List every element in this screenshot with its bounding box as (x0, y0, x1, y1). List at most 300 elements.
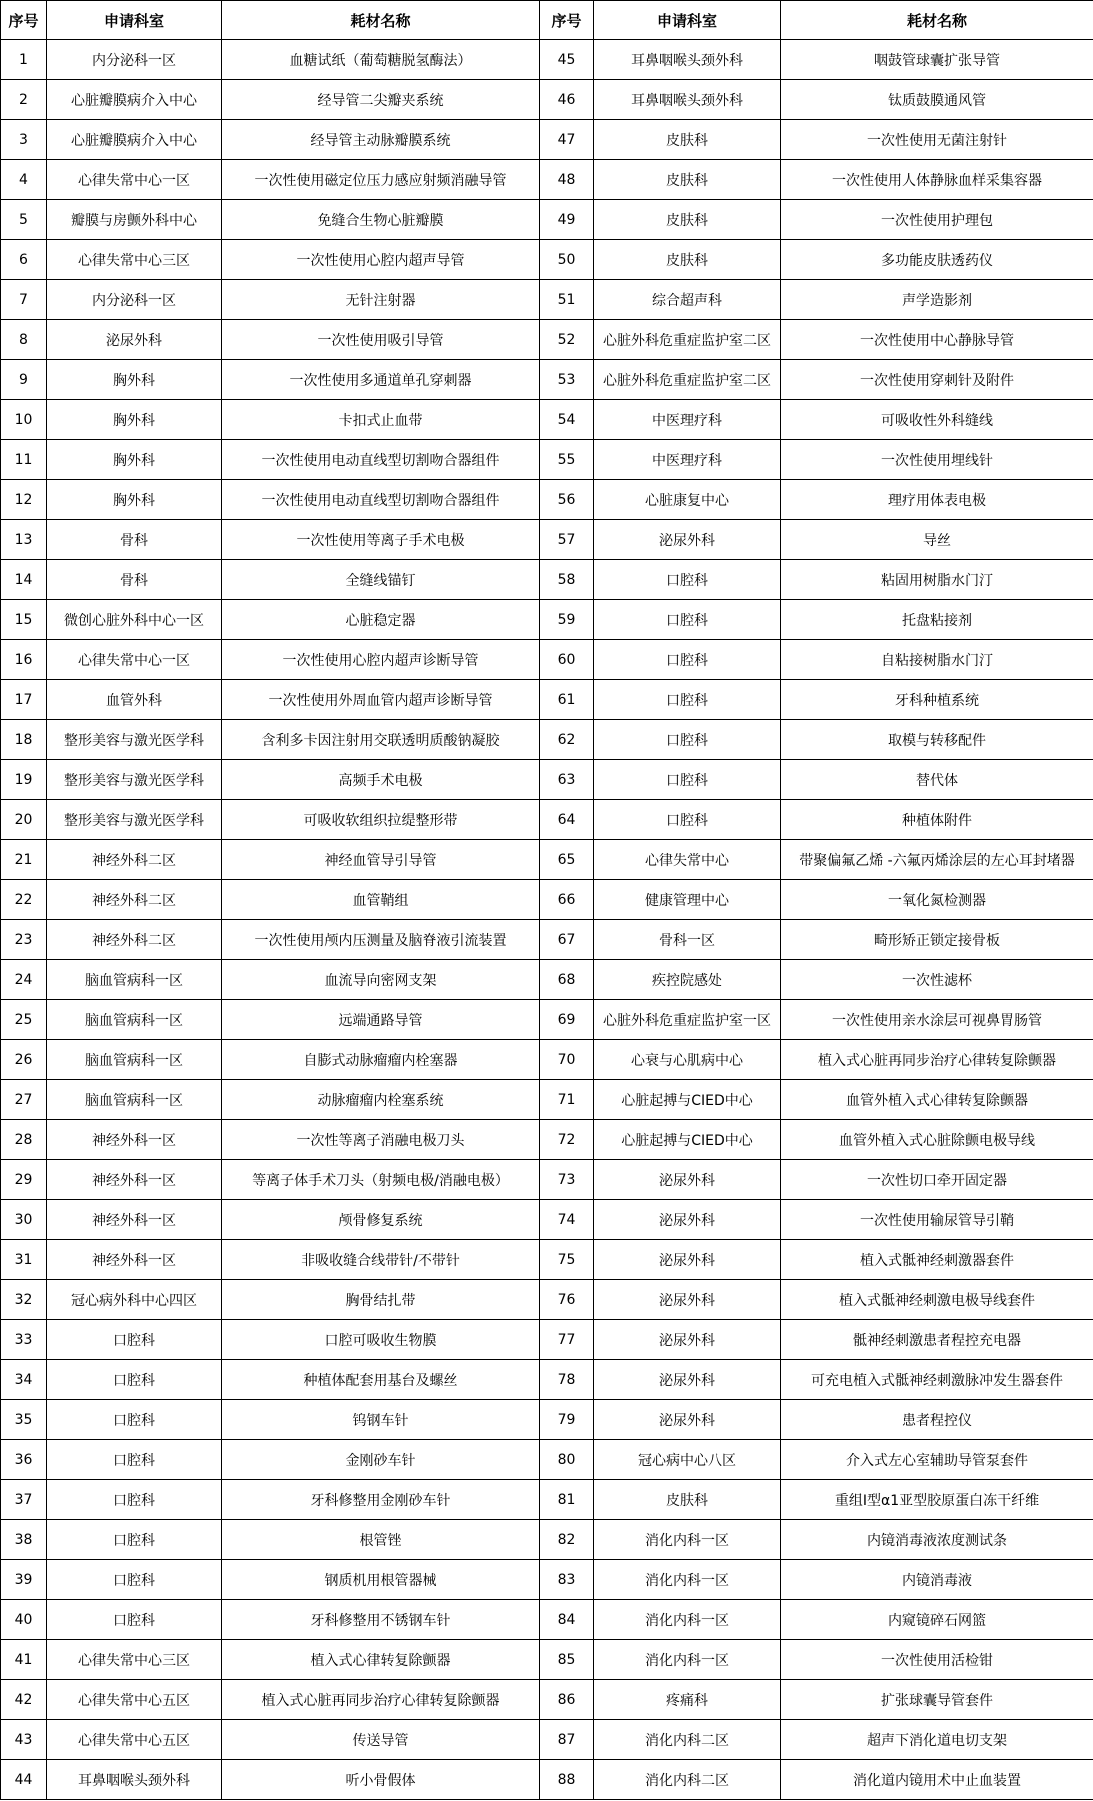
cell-index-left: 39 (1, 1560, 47, 1600)
table-row (1, 480, 1093, 520)
cell-item-name-left: 经导管主动脉瓣膜系统 (222, 120, 540, 160)
table-row (1, 800, 1093, 840)
cell-index-left: 28 (1, 1120, 47, 1160)
cell-department-right: 泌尿外科 (594, 1360, 781, 1400)
cell-department-left: 口腔科 (47, 1440, 222, 1480)
cell-index-left: 12 (1, 480, 47, 520)
table-row (1, 1120, 1093, 1160)
cell-item-name-left: 胸骨结扎带 (222, 1280, 540, 1320)
table-row (1, 760, 1093, 800)
table-row (1, 880, 1093, 920)
cell-index-right: 58 (540, 560, 594, 600)
cell-index-left: 41 (1, 1640, 47, 1680)
table-row (1, 1480, 1093, 1520)
cell-department-left: 耳鼻咽喉头颈外科 (47, 1760, 222, 1800)
cell-department-right: 皮肤科 (594, 1480, 781, 1520)
table-row (1, 1560, 1093, 1600)
cell-item-name-left: 可吸收软组织拉缇整形带 (222, 800, 540, 840)
cell-item-name-left: 远端通路导管 (222, 1000, 540, 1040)
cell-department-right: 口腔科 (594, 680, 781, 720)
table-row (1, 680, 1093, 720)
cell-index-left: 26 (1, 1040, 47, 1080)
table-row (1, 1640, 1093, 1680)
cell-index-right: 55 (540, 440, 594, 480)
cell-department-left: 心脏瓣膜病介入中心 (47, 80, 222, 120)
cell-department-right: 泌尿外科 (594, 1280, 781, 1320)
table-row (1, 560, 1093, 600)
cell-item-name-right: 植入式骶神经刺激器套件 (781, 1240, 1093, 1280)
cell-index-left: 15 (1, 600, 47, 640)
cell-department-left: 口腔科 (47, 1360, 222, 1400)
cell-item-name-right: 一次性切口牵开固定器 (781, 1160, 1093, 1200)
cell-index-right: 75 (540, 1240, 594, 1280)
cell-item-name-right: 畸形矫正锁定接骨板 (781, 920, 1093, 960)
cell-index-left: 40 (1, 1600, 47, 1640)
cell-index-right: 59 (540, 600, 594, 640)
table-row (1, 1760, 1093, 1800)
cell-department-right: 消化内科二区 (594, 1760, 781, 1800)
cell-index-left: 3 (1, 120, 47, 160)
cell-item-name-left: 一次性使用心腔内超声导管 (222, 240, 540, 280)
cell-department-right: 泌尿外科 (594, 1320, 781, 1360)
cell-department-right: 皮肤科 (594, 120, 781, 160)
cell-department-right: 心律失常中心 (594, 840, 781, 880)
cell-item-name-right: 钛质鼓膜通风管 (781, 80, 1093, 120)
cell-item-name-right: 声学造影剂 (781, 280, 1093, 320)
cell-department-left: 口腔科 (47, 1320, 222, 1360)
cell-item-name-right: 患者程控仪 (781, 1400, 1093, 1440)
cell-index-right: 76 (540, 1280, 594, 1320)
cell-item-name-right: 理疗用体表电极 (781, 480, 1093, 520)
cell-item-name-left: 种植体配套用基台及螺丝 (222, 1360, 540, 1400)
cell-item-name-right: 一次性滤杯 (781, 960, 1093, 1000)
cell-department-left: 心律失常中心五区 (47, 1720, 222, 1760)
cell-department-left: 骨科 (47, 520, 222, 560)
cell-item-name-left: 一次性使用磁定位压力感应射频消融导管 (222, 160, 540, 200)
cell-department-right: 泌尿外科 (594, 1400, 781, 1440)
cell-department-left: 口腔科 (47, 1520, 222, 1560)
cell-item-name-left: 动脉瘤瘤内栓塞系统 (222, 1080, 540, 1120)
cell-department-right: 泌尿外科 (594, 1160, 781, 1200)
cell-index-left: 16 (1, 640, 47, 680)
cell-item-name-right: 一次性使用护理包 (781, 200, 1093, 240)
cell-index-right: 52 (540, 320, 594, 360)
cell-index-right: 61 (540, 680, 594, 720)
cell-item-name-left: 传送导管 (222, 1720, 540, 1760)
table-row (1, 360, 1093, 400)
cell-department-left: 神经外科二区 (47, 840, 222, 880)
table-row (1, 1720, 1093, 1760)
cell-department-left: 整形美容与激光医学科 (47, 760, 222, 800)
cell-item-name-right: 一次性使用人体静脉血样采集容器 (781, 160, 1093, 200)
cell-department-left: 瓣膜与房颤外科中心 (47, 200, 222, 240)
cell-department-left: 脑血管病科一区 (47, 1000, 222, 1040)
cell-department-left: 胸外科 (47, 440, 222, 480)
table-row (1, 1040, 1093, 1080)
cell-item-name-right: 带聚偏氟乙烯 -六氟丙烯涂层的左心耳封堵器 (781, 840, 1093, 880)
cell-index-right: 80 (540, 1440, 594, 1480)
cell-item-name-left: 卡扣式止血带 (222, 400, 540, 440)
cell-item-name-left: 一次性使用心腔内超声诊断导管 (222, 640, 540, 680)
cell-item-name-left: 免缝合生物心脏瓣膜 (222, 200, 540, 240)
cell-department-left: 口腔科 (47, 1480, 222, 1520)
cell-item-name-right: 替代体 (781, 760, 1093, 800)
cell-item-name-left: 心脏稳定器 (222, 600, 540, 640)
cell-item-name-left: 钢质机用根管器械 (222, 1560, 540, 1600)
cell-item-name-right: 一次性使用无菌注射针 (781, 120, 1093, 160)
cell-item-name-right: 植入式骶神经刺激电极导线套件 (781, 1280, 1093, 1320)
cell-index-right: 56 (540, 480, 594, 520)
cell-item-name-left: 血糖试纸（葡萄糖脱氢酶法） (222, 40, 540, 80)
table-row (1, 1440, 1093, 1480)
cell-item-name-right: 一次性使用埋线针 (781, 440, 1093, 480)
cell-index-right: 69 (540, 1000, 594, 1040)
cell-index-right: 63 (540, 760, 594, 800)
cell-item-name-right: 超声下消化道电切支架 (781, 1720, 1093, 1760)
cell-department-right: 心脏外科危重症监护室二区 (594, 360, 781, 400)
cell-department-left: 心律失常中心三区 (47, 240, 222, 280)
table-row (1, 1360, 1093, 1400)
cell-index-left: 35 (1, 1400, 47, 1440)
table-row (1, 80, 1093, 120)
cell-department-right: 心脏起搏与CIED中心 (594, 1120, 781, 1160)
cell-index-right: 79 (540, 1400, 594, 1440)
cell-department-left: 冠心病外科中心四区 (47, 1280, 222, 1320)
cell-item-name-left: 含利多卡因注射用交联透明质酸钠凝胶 (222, 720, 540, 760)
table-row (1, 1600, 1093, 1640)
cell-department-right: 皮肤科 (594, 200, 781, 240)
header-row (1, 1, 1093, 40)
cell-item-name-right: 可充电植入式骶神经刺激脉冲发生器套件 (781, 1360, 1093, 1400)
cell-index-right: 54 (540, 400, 594, 440)
cell-department-right: 心脏外科危重症监护室一区 (594, 1000, 781, 1040)
cell-department-left: 微创心脏外科中心一区 (47, 600, 222, 640)
cell-department-right: 消化内科一区 (594, 1520, 781, 1560)
cell-index-left: 21 (1, 840, 47, 880)
cell-department-right: 口腔科 (594, 760, 781, 800)
table-row (1, 1320, 1093, 1360)
table-row (1, 240, 1093, 280)
cell-department-left: 心律失常中心三区 (47, 1640, 222, 1680)
cell-index-left: 23 (1, 920, 47, 960)
cell-item-name-right: 血管外植入式心脏除颤电极导线 (781, 1120, 1093, 1160)
cell-item-name-left: 全缝线锚钉 (222, 560, 540, 600)
cell-index-left: 19 (1, 760, 47, 800)
cell-department-right: 心脏起搏与CIED中心 (594, 1080, 781, 1120)
cell-department-left: 心律失常中心一区 (47, 640, 222, 680)
cell-department-left: 内分泌科一区 (47, 40, 222, 80)
table-row (1, 1000, 1093, 1040)
cell-index-left: 9 (1, 360, 47, 400)
cell-item-name-right: 托盘粘接剂 (781, 600, 1093, 640)
cell-index-right: 71 (540, 1080, 594, 1120)
cell-index-left: 2 (1, 80, 47, 120)
cell-item-name-left: 金刚砂车针 (222, 1440, 540, 1480)
cell-index-right: 57 (540, 520, 594, 560)
cell-index-right: 77 (540, 1320, 594, 1360)
cell-index-left: 36 (1, 1440, 47, 1480)
cell-index-left: 18 (1, 720, 47, 760)
cell-department-left: 整形美容与激光医学科 (47, 720, 222, 760)
cell-index-left: 4 (1, 160, 47, 200)
cell-index-left: 14 (1, 560, 47, 600)
cell-item-name-right: 一次性使用活检钳 (781, 1640, 1093, 1680)
cell-item-name-left: 听小骨假体 (222, 1760, 540, 1800)
cell-department-right: 泌尿外科 (594, 1240, 781, 1280)
cell-index-right: 86 (540, 1680, 594, 1720)
cell-item-name-right: 植入式心脏再同步治疗心律转复除颤器 (781, 1040, 1093, 1080)
cell-index-left: 29 (1, 1160, 47, 1200)
cell-item-name-left: 牙科修整用金刚砂车针 (222, 1480, 540, 1520)
cell-department-left: 心律失常中心五区 (47, 1680, 222, 1720)
table-row (1, 1240, 1093, 1280)
cell-index-left: 34 (1, 1360, 47, 1400)
table-row (1, 40, 1093, 80)
cell-item-name-left: 一次性使用电动直线型切割吻合器组件 (222, 440, 540, 480)
cell-item-name-left: 等离子体手术刀头（射频电极/消融电极） (222, 1160, 540, 1200)
cell-index-left: 24 (1, 960, 47, 1000)
cell-index-left: 42 (1, 1680, 47, 1720)
table-row (1, 1160, 1093, 1200)
cell-index-left: 11 (1, 440, 47, 480)
header-item-name-left: 耗材名称 (222, 1, 540, 40)
cell-item-name-left: 植入式心律转复除颤器 (222, 1640, 540, 1680)
cell-index-right: 88 (540, 1760, 594, 1800)
header-department-right: 申请科室 (594, 1, 781, 40)
cell-index-left: 31 (1, 1240, 47, 1280)
cell-department-right: 泌尿外科 (594, 1200, 781, 1240)
cell-department-left: 内分泌科一区 (47, 280, 222, 320)
cell-item-name-left: 神经血管导引导管 (222, 840, 540, 880)
cell-department-left: 脑血管病科一区 (47, 1080, 222, 1120)
cell-index-right: 64 (540, 800, 594, 840)
cell-index-right: 60 (540, 640, 594, 680)
cell-index-right: 50 (540, 240, 594, 280)
cell-index-left: 38 (1, 1520, 47, 1560)
cell-index-left: 44 (1, 1760, 47, 1800)
table-row (1, 1280, 1093, 1320)
cell-item-name-right: 内镜消毒液 (781, 1560, 1093, 1600)
table-row (1, 1520, 1093, 1560)
table-row (1, 320, 1093, 360)
table-row (1, 520, 1093, 560)
cell-item-name-right: 可吸收性外科缝线 (781, 400, 1093, 440)
cell-index-left: 32 (1, 1280, 47, 1320)
cell-index-right: 66 (540, 880, 594, 920)
cell-department-left: 整形美容与激光医学科 (47, 800, 222, 840)
cell-item-name-left: 高频手术电极 (222, 760, 540, 800)
cell-item-name-right: 一次性使用亲水涂层可视鼻胃肠管 (781, 1000, 1093, 1040)
table-row (1, 200, 1093, 240)
table-row (1, 1400, 1093, 1440)
cell-department-right: 口腔科 (594, 640, 781, 680)
cell-department-left: 神经外科一区 (47, 1200, 222, 1240)
cell-index-right: 47 (540, 120, 594, 160)
cell-item-name-right: 多功能皮肤透药仪 (781, 240, 1093, 280)
cell-item-name-left: 非吸收缝合线带针/不带针 (222, 1240, 540, 1280)
table-row (1, 120, 1093, 160)
table-row (1, 720, 1093, 760)
cell-index-left: 43 (1, 1720, 47, 1760)
cell-item-name-right: 介入式左心室辅助导管泵套件 (781, 1440, 1093, 1480)
cell-item-name-right: 自粘接树脂水门汀 (781, 640, 1093, 680)
cell-department-right: 骨科一区 (594, 920, 781, 960)
cell-department-right: 消化内科一区 (594, 1600, 781, 1640)
cell-department-left: 胸外科 (47, 360, 222, 400)
cell-index-left: 6 (1, 240, 47, 280)
cell-department-left: 心脏瓣膜病介入中心 (47, 120, 222, 160)
cell-index-right: 48 (540, 160, 594, 200)
cell-department-right: 口腔科 (594, 560, 781, 600)
cell-department-left: 胸外科 (47, 400, 222, 440)
cell-item-name-right: 咽鼓管球囊扩张导管 (781, 40, 1093, 80)
cell-index-left: 30 (1, 1200, 47, 1240)
cell-index-left: 13 (1, 520, 47, 560)
cell-item-name-left: 一次性使用多通道单孔穿刺器 (222, 360, 540, 400)
cell-department-left: 脑血管病科一区 (47, 960, 222, 1000)
cell-index-left: 33 (1, 1320, 47, 1360)
table-row (1, 1200, 1093, 1240)
cell-item-name-left: 血流导向密网支架 (222, 960, 540, 1000)
cell-department-right: 耳鼻咽喉头颈外科 (594, 80, 781, 120)
cell-item-name-left: 口腔可吸收生物膜 (222, 1320, 540, 1360)
cell-index-left: 8 (1, 320, 47, 360)
cell-item-name-right: 血管外植入式心律转复除颤器 (781, 1080, 1093, 1120)
cell-department-right: 心衰与心肌病中心 (594, 1040, 781, 1080)
cell-index-right: 72 (540, 1120, 594, 1160)
cell-department-right: 口腔科 (594, 720, 781, 760)
cell-department-right: 皮肤科 (594, 240, 781, 280)
cell-index-right: 73 (540, 1160, 594, 1200)
cell-item-name-right: 取模与转移配件 (781, 720, 1093, 760)
cell-index-right: 49 (540, 200, 594, 240)
cell-department-left: 脑血管病科一区 (47, 1040, 222, 1080)
header-index-left: 序号 (1, 1, 47, 40)
cell-department-left: 神经外科二区 (47, 880, 222, 920)
cell-department-left: 口腔科 (47, 1560, 222, 1600)
cell-index-right: 68 (540, 960, 594, 1000)
table-row (1, 440, 1093, 480)
cell-item-name-right: 粘固用树脂水门汀 (781, 560, 1093, 600)
cell-item-name-left: 一次性使用外周血管内超声诊断导管 (222, 680, 540, 720)
cell-item-name-left: 无针注射器 (222, 280, 540, 320)
cell-item-name-right: 一次性使用输尿管导引鞘 (781, 1200, 1093, 1240)
cell-index-left: 5 (1, 200, 47, 240)
header-index-right: 序号 (540, 1, 594, 40)
cell-index-right: 53 (540, 360, 594, 400)
table-row (1, 640, 1093, 680)
cell-department-left: 神经外科二区 (47, 920, 222, 960)
cell-item-name-left: 钨钢车针 (222, 1400, 540, 1440)
cell-item-name-right: 骶神经刺激患者程控充电器 (781, 1320, 1093, 1360)
cell-index-left: 7 (1, 280, 47, 320)
cell-department-right: 疾控院感处 (594, 960, 781, 1000)
cell-index-right: 67 (540, 920, 594, 960)
cell-item-name-right: 内窥镜碎石网篮 (781, 1600, 1093, 1640)
cell-index-left: 20 (1, 800, 47, 840)
cell-index-left: 25 (1, 1000, 47, 1040)
cell-department-left: 骨科 (47, 560, 222, 600)
cell-index-right: 78 (540, 1360, 594, 1400)
cell-item-name-right: 消化道内镜用术中止血装置 (781, 1760, 1093, 1800)
cell-department-right: 口腔科 (594, 800, 781, 840)
cell-department-right: 消化内科一区 (594, 1560, 781, 1600)
cell-item-name-right: 一氧化氮检测器 (781, 880, 1093, 920)
cell-department-left: 口腔科 (47, 1400, 222, 1440)
cell-item-name-right: 牙科种植系统 (781, 680, 1093, 720)
cell-item-name-left: 根管锉 (222, 1520, 540, 1560)
cell-department-right: 消化内科一区 (594, 1640, 781, 1680)
cell-item-name-right: 一次性使用中心静脉导管 (781, 320, 1093, 360)
cell-index-left: 27 (1, 1080, 47, 1120)
cell-item-name-left: 颅骨修复系统 (222, 1200, 540, 1240)
cell-index-right: 87 (540, 1720, 594, 1760)
cell-item-name-left: 牙科修整用不锈钢车针 (222, 1600, 540, 1640)
cell-department-left: 血管外科 (47, 680, 222, 720)
cell-department-right: 耳鼻咽喉头颈外科 (594, 40, 781, 80)
cell-item-name-right: 一次性使用穿刺针及附件 (781, 360, 1093, 400)
cell-index-right: 51 (540, 280, 594, 320)
cell-department-right: 中医理疗科 (594, 400, 781, 440)
cell-item-name-left: 经导管二尖瓣夹系统 (222, 80, 540, 120)
table-row (1, 600, 1093, 640)
cell-department-right: 消化内科二区 (594, 1720, 781, 1760)
cell-department-right: 健康管理中心 (594, 880, 781, 920)
cell-item-name-right: 重组I型α1亚型胶原蛋白冻干纤维 (781, 1480, 1093, 1520)
header-item-name-right: 耗材名称 (781, 1, 1093, 40)
cell-index-right: 83 (540, 1560, 594, 1600)
cell-item-name-left: 植入式心脏再同步治疗心律转复除颤器 (222, 1680, 540, 1720)
cell-index-left: 10 (1, 400, 47, 440)
table-row (1, 400, 1093, 440)
cell-department-left: 心律失常中心一区 (47, 160, 222, 200)
cell-index-right: 74 (540, 1200, 594, 1240)
cell-department-right: 心脏康复中心 (594, 480, 781, 520)
cell-department-right: 口腔科 (594, 600, 781, 640)
cell-department-right: 皮肤科 (594, 160, 781, 200)
cell-department-right: 冠心病中心八区 (594, 1440, 781, 1480)
cell-department-left: 神经外科一区 (47, 1240, 222, 1280)
cell-index-right: 81 (540, 1480, 594, 1520)
cell-department-left: 神经外科一区 (47, 1160, 222, 1200)
cell-index-right: 85 (540, 1640, 594, 1680)
cell-department-left: 泌尿外科 (47, 320, 222, 360)
table-row (1, 160, 1093, 200)
cell-item-name-left: 一次性使用电动直线型切割吻合器组件 (222, 480, 540, 520)
cell-index-left: 22 (1, 880, 47, 920)
cell-index-right: 46 (540, 80, 594, 120)
cell-index-right: 84 (540, 1600, 594, 1640)
header-department-left: 申请科室 (47, 1, 222, 40)
table-row (1, 960, 1093, 1000)
cell-index-right: 82 (540, 1520, 594, 1560)
cell-item-name-left: 一次性等离子消融电极刀头 (222, 1120, 540, 1160)
cell-item-name-left: 血管鞘组 (222, 880, 540, 920)
cell-department-left: 神经外科一区 (47, 1120, 222, 1160)
table-row (1, 1080, 1093, 1120)
cell-item-name-right: 扩张球囊导管套件 (781, 1680, 1093, 1720)
cell-index-right: 70 (540, 1040, 594, 1080)
cell-department-right: 心脏外科危重症监护室二区 (594, 320, 781, 360)
cell-item-name-right: 内镜消毒液浓度测试条 (781, 1520, 1093, 1560)
cell-department-left: 胸外科 (47, 480, 222, 520)
cell-item-name-left: 自膨式动脉瘤瘤内栓塞器 (222, 1040, 540, 1080)
cell-index-right: 62 (540, 720, 594, 760)
table-row (1, 280, 1093, 320)
cell-department-right: 疼痛科 (594, 1680, 781, 1720)
cell-item-name-left: 一次性使用吸引导管 (222, 320, 540, 360)
cell-index-right: 65 (540, 840, 594, 880)
